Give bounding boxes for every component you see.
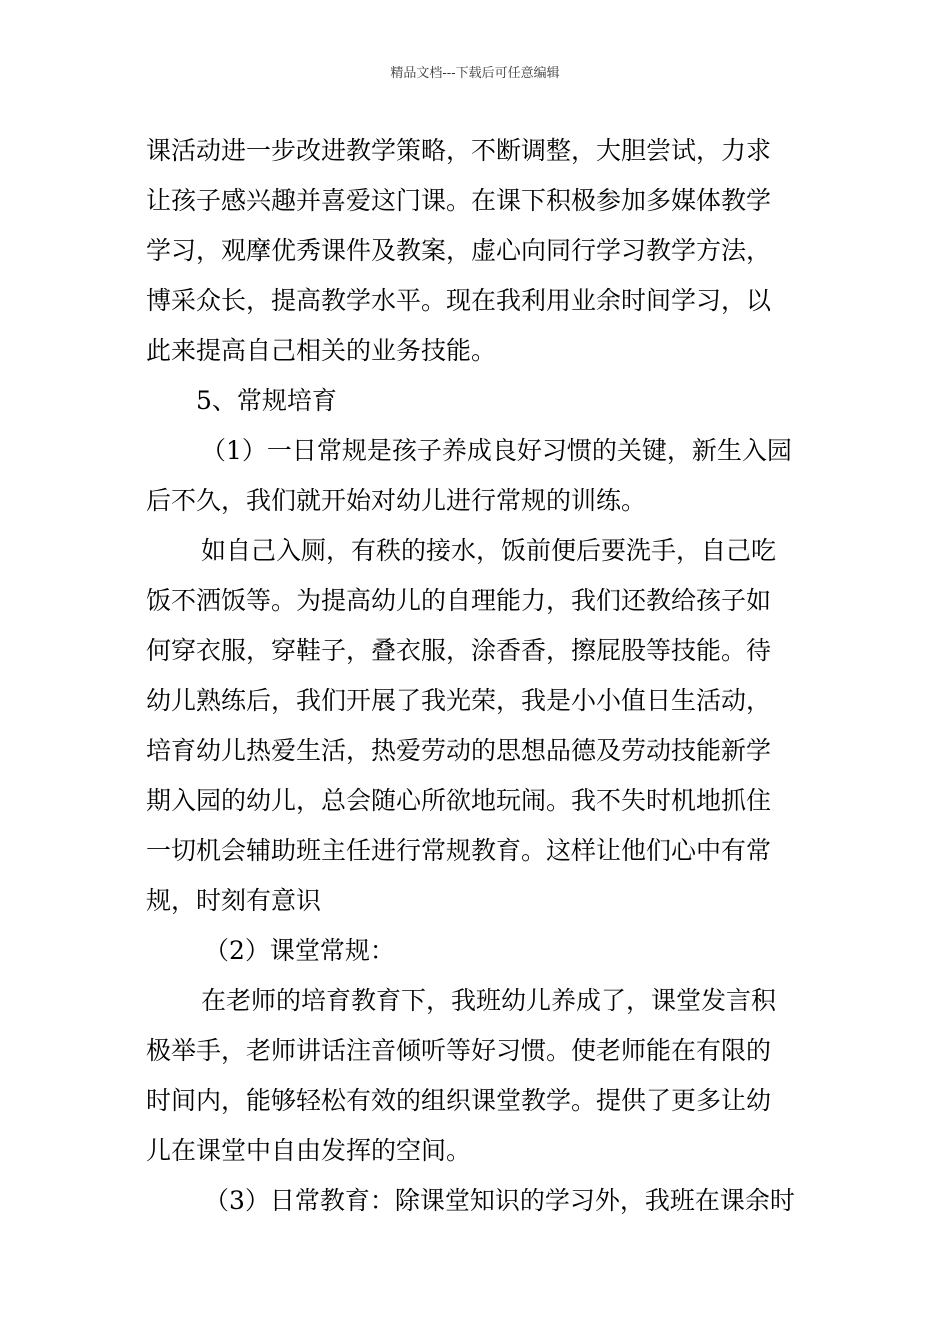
page-header: 精品文档---下载后可任意编辑 bbox=[390, 66, 560, 81]
text-line: 培育幼儿热爱生活，热爱劳动的思想品德及劳动技能新学 bbox=[146, 736, 772, 765]
text-line: （3）日常教育：除课堂知识的学习外，我班在课余时 bbox=[204, 1186, 795, 1215]
document-body bbox=[146, 126, 808, 1226]
text-line: 儿在课堂中自由发挥的空间。 bbox=[146, 1136, 472, 1165]
text-line: 让孩子感兴趣并喜爱这门课。在课下积极参加多媒体教学 bbox=[146, 186, 772, 215]
text-line: 此来提高自己相关的业务技能。 bbox=[146, 336, 497, 365]
text-line: 如自己入厕，有秩的接水，饭前便后要洗手，自己吃 bbox=[201, 536, 777, 565]
text-line: 规，时刻有意识 bbox=[146, 886, 322, 915]
subsection-heading: （2）课堂常规： bbox=[204, 936, 395, 965]
text-line: 一切机会辅助班主任进行常规教育。这样让他们心中有常 bbox=[146, 836, 772, 865]
text-line: 何穿衣服，穿鞋子，叠衣服，涂香香，擦屁股等技能。待 bbox=[146, 636, 772, 665]
text-line: 幼儿熟练后，我们开展了我光荣，我是小小值日生活动， bbox=[146, 686, 772, 715]
section-heading: 5、常规培育 bbox=[196, 386, 337, 415]
text-line: 博采众长，提高教学水平。现在我利用业余时间学习，以 bbox=[146, 286, 772, 315]
text-line: 后不久，我们就开始对幼儿进行常规的训练。 bbox=[146, 486, 647, 515]
text-line: 极举手，老师讲话注音倾听等好习惯。使老师能在有限的 bbox=[146, 1036, 772, 1065]
text-line: 饭不洒饭等。为提高幼儿的自理能力，我们还教给孩子如 bbox=[146, 586, 772, 615]
text-line: 课活动进一步改进教学策略，不断调整，大胆尝试，力求 bbox=[146, 136, 772, 165]
text-line: 学习，观摩优秀课件及教案，虚心向同行学习教学方法， bbox=[146, 236, 772, 265]
text-line: 在老师的培育教育下，我班幼儿养成了，课堂发言积 bbox=[201, 986, 777, 1015]
text-line: （1）一日常规是孩子养成良好习惯的关键，新生入园 bbox=[201, 436, 792, 465]
text-line: 时间内，能够轻松有效的组织课堂教学。提供了更多让幼 bbox=[146, 1086, 772, 1115]
text-line: 期入园的幼儿，总会随心所欲地玩闹。我不失时机地抓住 bbox=[146, 786, 772, 815]
